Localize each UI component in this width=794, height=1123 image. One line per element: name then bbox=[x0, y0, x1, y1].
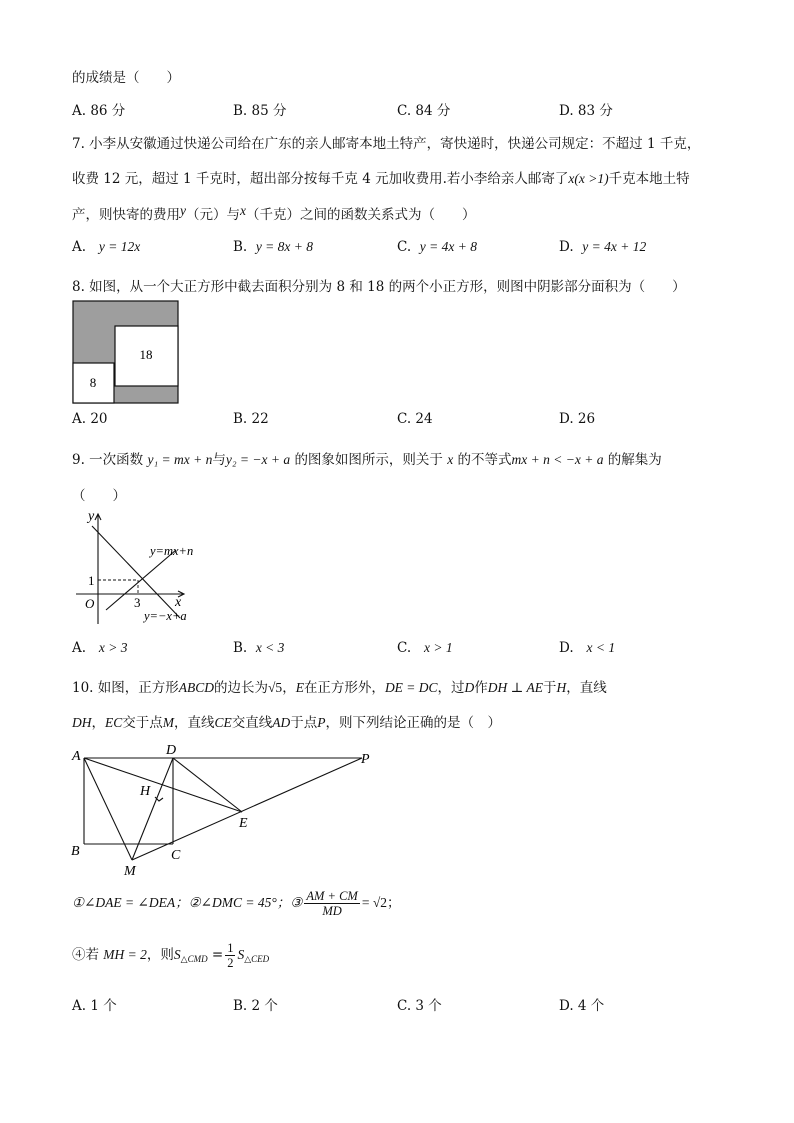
q10-option-d: D. 4 个 bbox=[559, 998, 605, 1014]
q9-eq1: y₁ = mx + n bbox=[147, 452, 213, 467]
q9-label-3: 3 bbox=[134, 595, 141, 610]
q8-option-d: D. 26 bbox=[559, 411, 596, 427]
q9-label-line1: y=mx+n bbox=[150, 544, 194, 558]
q8-label-18: 18 bbox=[139, 347, 153, 362]
q6-option-d: D. 83 分 bbox=[559, 103, 613, 119]
q10-line2: DH，EC交于点M，直线CE交直线AD于点P，则下列结论正确的是（ ） bbox=[72, 715, 502, 731]
q9-label-y: y bbox=[88, 509, 95, 524]
q10-label-m: M bbox=[124, 864, 136, 879]
q6-option-c: C. 84 分 bbox=[397, 103, 451, 119]
q10-fraction-half: $\frac{1}{2}$ bbox=[227, 941, 234, 970]
q10-option-c: C. 3 个 bbox=[397, 998, 442, 1014]
q10-label-b: B bbox=[71, 844, 80, 859]
q9-option-a: A. x > 3 bbox=[72, 640, 128, 656]
q10-conclusion-4: ④若 MH = 2，则$S_{\triangle CMD}$ = $\frac{1}{2}$ $S_{\triangle CED}$ bbox=[72, 941, 270, 970]
q9-line-y1 bbox=[106, 550, 176, 610]
q7-weight-math: x(x >1) bbox=[568, 171, 609, 186]
q9-eq2: y₂ = −x + a bbox=[225, 452, 291, 467]
q7-option-b: B. y = 8x + 8 bbox=[233, 239, 314, 255]
q8-option-b: B. 22 bbox=[233, 411, 269, 427]
q10-conclusions-1-3: ①∠DAE = ∠DEA；②∠DMC = 45°；③ $\frac{AM + CM}{MD}$ = √2； bbox=[72, 889, 401, 918]
q9-stem: 9. 一次函数 y₁ = mx + n与y₂ = −x + a 的图象如图所示，则关于 x 的不等式mx + n < −x + a 的解集为 bbox=[72, 452, 662, 468]
q10-seg-ae bbox=[84, 758, 242, 812]
q9-option-c: C. x > 1 bbox=[397, 640, 453, 656]
q8-option-a: A. 20 bbox=[72, 411, 108, 427]
q9-label-origin: O bbox=[85, 596, 95, 611]
q9-label-x: x bbox=[175, 595, 182, 610]
q7-line2: 收费 12 元，超过 1 千克时，超出部分按每千克 4 元加收费用.若小李给亲人邮寄了x(x >1)千克本地土特 bbox=[72, 171, 690, 187]
q9-inequality: mx + n < −x + a bbox=[511, 452, 604, 467]
q10-label-a: A bbox=[72, 749, 81, 764]
q10-label-e: E bbox=[239, 816, 248, 831]
q10-figure bbox=[64, 740, 384, 880]
q10-fraction-3: $\frac{AM + CM}{MD}$ bbox=[306, 889, 358, 918]
q10-line1: 10. 如图，正方形ABCD的边长为√5，E在正方形外，DE = DC，过D作DH ⊥ AE于H，直线 bbox=[72, 680, 607, 696]
q9-option-d: D. x < 1 bbox=[559, 640, 616, 656]
q9-paren: （ ） bbox=[72, 488, 126, 504]
q8-label-8: 8 bbox=[89, 375, 97, 390]
q10-option-b: B. 2 个 bbox=[233, 998, 278, 1014]
q7-line1: 7. 小李从安徽通过快递公司给在广东的亲人邮寄本地土特产，寄快递时，快递公司规定：不超过 1 千克， bbox=[72, 136, 701, 152]
q10-option-a: A. 1 个 bbox=[72, 998, 117, 1014]
q8-option-c: C. 24 bbox=[397, 411, 433, 427]
q9-label-line2: y=−x+a bbox=[144, 609, 187, 623]
q9-label-1: 1 bbox=[88, 573, 95, 588]
q9-graph bbox=[72, 506, 222, 628]
q10-label-c: C bbox=[171, 848, 181, 863]
q7-option-c: C. y = 4x + 8 bbox=[397, 239, 477, 255]
q10-label-d: D bbox=[166, 743, 177, 758]
q10-label-p: P bbox=[361, 752, 370, 767]
q7-option-d: D. y = 4x + 12 bbox=[559, 239, 647, 255]
q7-line3: 产，则快寄的费用y（元）与x（千克）之间的函数关系式为（ ） bbox=[72, 203, 476, 223]
q9-option-b: B. x < 3 bbox=[233, 640, 285, 656]
q10-seg-de bbox=[173, 758, 242, 812]
q8-figure bbox=[72, 300, 180, 405]
q6-option-a: A. 86 分 bbox=[72, 103, 126, 119]
q6-option-b: B. 85 分 bbox=[233, 103, 287, 119]
q8-stem: 8. 如图，从一个大正方形中截去面积分别为 8 和 18 的两个小正方形，则图中阴影部分面积为（ ） bbox=[72, 279, 686, 295]
q7-option-a: A. y = 12x bbox=[72, 239, 141, 255]
q6-tail: 的成绩是（ ） bbox=[72, 70, 180, 86]
q10-label-h: H bbox=[140, 784, 151, 799]
q10-seg-am bbox=[84, 758, 132, 860]
